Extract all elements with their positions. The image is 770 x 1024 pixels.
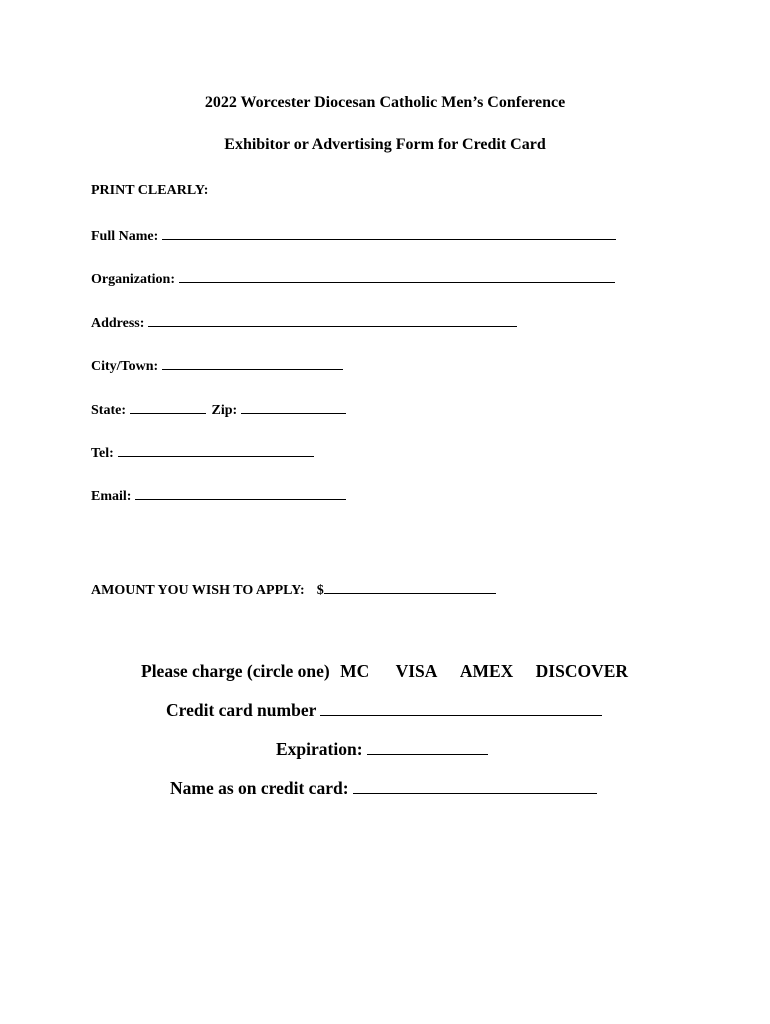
option-discover[interactable]: DISCOVER bbox=[535, 661, 629, 681]
state-label: State: bbox=[91, 403, 126, 418]
full-name-field[interactable] bbox=[162, 227, 616, 240]
card-number-label: Credit card number bbox=[166, 700, 317, 720]
email-field[interactable] bbox=[135, 487, 346, 500]
city-label: City/Town: bbox=[91, 359, 159, 374]
name-on-card-label: Name as on credit card: bbox=[170, 778, 349, 798]
charge-row bbox=[141, 661, 628, 682]
organization-row bbox=[91, 270, 615, 288]
full-name-row bbox=[91, 227, 616, 245]
state-zip-row bbox=[91, 401, 346, 419]
organization-label: Organization: bbox=[91, 272, 175, 287]
charge-label: Please charge (circle one) bbox=[141, 661, 330, 681]
option-visa[interactable]: VISA bbox=[395, 661, 438, 681]
option-mc[interactable]: MC bbox=[340, 661, 370, 681]
full-name-label: Full Name: bbox=[91, 229, 159, 244]
tel-field[interactable] bbox=[118, 444, 314, 457]
currency-symbol: $ bbox=[316, 583, 324, 598]
card-number-row bbox=[166, 700, 602, 721]
state-field[interactable] bbox=[130, 401, 206, 414]
print-clearly-instruction: PRINT CLEARLY: bbox=[91, 183, 209, 198]
expiration-row bbox=[276, 739, 488, 760]
city-field[interactable] bbox=[162, 357, 343, 370]
email-row bbox=[91, 487, 346, 505]
address-field[interactable] bbox=[148, 314, 517, 327]
page-title: 2022 Worcester Diocesan Catholic Men’s Conference bbox=[204, 94, 566, 111]
card-number-field[interactable] bbox=[320, 701, 602, 716]
amount-row bbox=[91, 581, 496, 599]
tel-row bbox=[91, 444, 314, 462]
organization-field[interactable] bbox=[179, 270, 615, 283]
option-amex[interactable]: AMEX bbox=[459, 661, 514, 681]
zip-field[interactable] bbox=[241, 401, 346, 414]
name-on-card-row bbox=[170, 778, 597, 799]
expiration-label: Expiration: bbox=[276, 739, 363, 759]
address-row bbox=[91, 314, 517, 332]
amount-label: AMOUNT YOU WISH TO APPLY: bbox=[91, 583, 305, 598]
expiration-field[interactable] bbox=[367, 740, 488, 755]
city-row bbox=[91, 357, 343, 375]
address-label: Address: bbox=[91, 316, 145, 331]
zip-label: Zip: bbox=[211, 403, 238, 418]
email-label: Email: bbox=[91, 489, 132, 504]
tel-label: Tel: bbox=[91, 446, 114, 461]
name-on-card-field[interactable] bbox=[353, 779, 597, 794]
amount-field[interactable] bbox=[324, 581, 496, 594]
page-subtitle: Exhibitor or Advertising Form for Credit Card bbox=[224, 136, 546, 153]
